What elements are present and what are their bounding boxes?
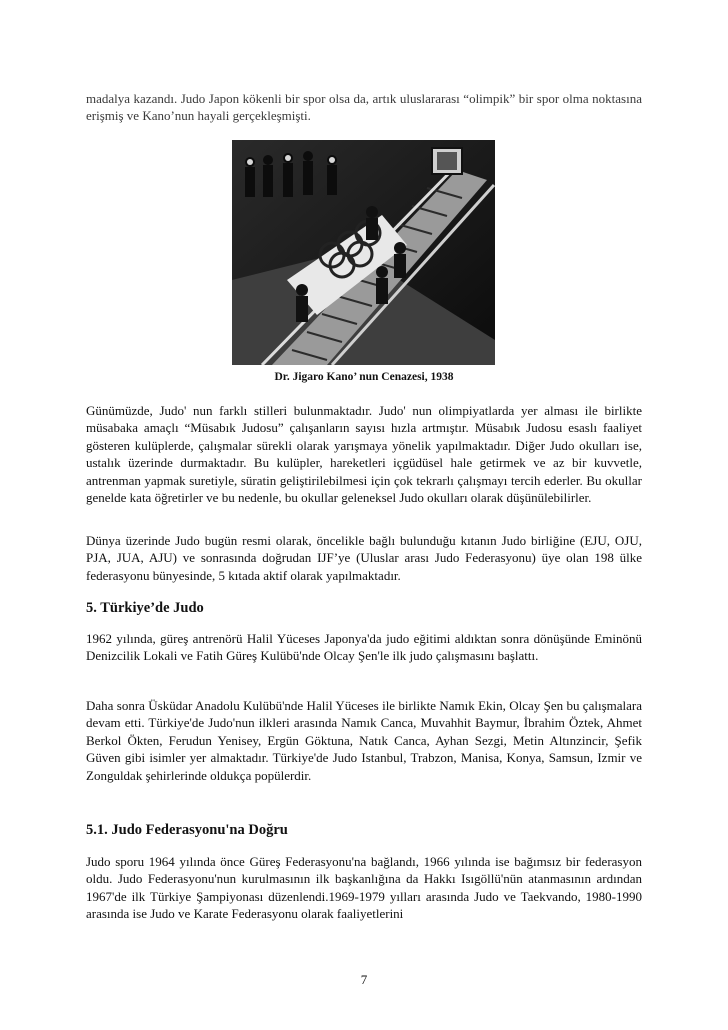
paragraph-judo-1962: 1962 yılında, güreş antrenörü Halil Yüceses Japonya'da judo eğitimi aldıktan sonra dönüşünde Eminönü Denizcilik Lokali ve Fatih Güreş Kulübü'nde Olcay Şen'le ilk judo çalışmasını başlattı.: [86, 631, 642, 664]
paragraph-federation-history: Judo sporu 1964 yılında önce Güreş Federasyonu'na bağlandı, 1966 yılında ise bağımsız bir federasyon oldu. Judo Federasyonu'nun kurulmasının ilk başkanlığına da Hakkı Isıgöllü'nün atanmasının ardından 1967'de ilk Türkiye Şampiyonası düzenlendi.1969-1979 yılları arasında Judo ve Taekvando, 1980-1990 arasında ise Judo ve Karate Federasyonu olarak faaliyetlerini: [86, 854, 642, 922]
paragraph-intro: madalya kazandı. Judo Japon kökenli bir spor olsa da, artık uluslararası “olimpik” bir spor olma noktasına erişmiş ve Kano’nun hayali gerçekleşmişti.: [86, 91, 642, 124]
funeral-photo: [232, 140, 495, 365]
funeral-photo-illustration: [232, 140, 495, 365]
paragraph-judo-pioneers: Daha sonra Üsküdar Anadolu Kulübü'nde Halil Yüceses ile birlikte Namık Ekin, Olcay Şen bu çalışmalara devam etti. Türkiye'de Judo'nun ilkleri arasında Namık Canca, Muvahhit Baymur, İbrahim Öztek, Ahmet Berkol Ökten, Ferudun Yenisey, Ergün Göktuna, Natık Canca, Ayhan Sezgi, Metin Altınzincir, Şefik Güven gibi isimler yer almaktadır. Türkiye'de Judo Istanbul, Trabzon, Manisa, Konya, Samsun, Izmir ve Zonguldak şehirlerinde oldukça popülerdir.: [86, 698, 642, 783]
section-heading-federation: 5.1. Judo Federasyonu'na Doğru: [86, 822, 288, 838]
page-number: 7: [360, 972, 368, 987]
paragraph-judo-world: Dünya üzerinde Judo bugün resmi olarak, öncelikle bağlı bulunduğu kıtanın Judo birliğine (EJU, OJU, PJA, JUA, AJU) ve sonrasında doğrudan IJF’ye (Uluslar arası Judo Federasyonu) üye olan 198 ülke federasyonu bünyesinde, 5 kıtada aktif olarak yapılmaktadır.: [86, 533, 642, 583]
section-heading-turkey-judo: 5. Türkiye’de Judo: [86, 600, 204, 616]
paragraph-judo-styles: Günümüzde, Judo' nun farklı stilleri bulunmaktadır. Judo' nun olimpiyatlarda yer alması ile birlikte müsabaka amaçlı “Müsabık Judosu” çalışanların sayısı hızla artmıştır. Müsabık Judosu esaslı faaliyet gösteren kulüplerde, çalışmalar sürekli olarak yarışmaya yönelik yapılmaktadır. Diğer Judo okulları ise, ustalık üzerinde durmaktadır. Bu kulüpler, hareketleri içgüdüsel hale getirmek ve az bir kuvvetle, antrenman yapmak suretiyle, süratin geliştirilebilmesi için çok tekrarlı çalışmayı tercih ederler. Bu okullar genelde kata öğretirler ve bu nedenle, bu okullar geleneksel Judo okulları olarak düşünülebilirler.: [86, 403, 642, 506]
figure-caption: Dr. Jigaro Kano’ nun Cenazesi, 1938: [274, 371, 454, 383]
